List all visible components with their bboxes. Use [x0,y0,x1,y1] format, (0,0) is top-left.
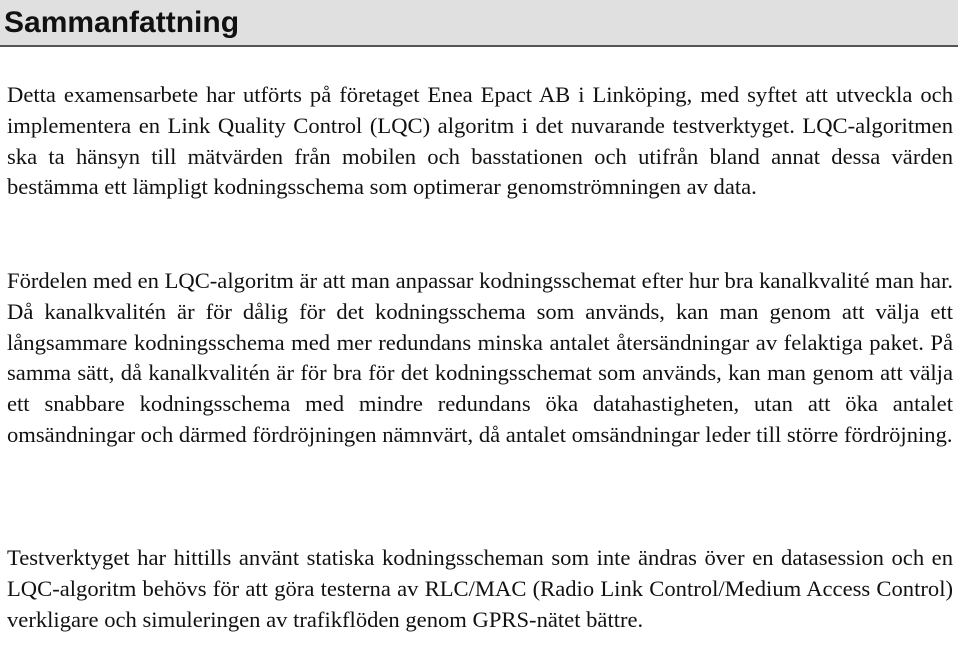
paragraph-advantage: Fördelen med en LQC-algoritm är att man anpassar kodningsschemat efter hur bra kanalkvalité man har. Då kanalkvalitén är för dålig för det kodningsschema som används, kan man genom att välja ett långsammare kodningsschema med mer redundans minska antalet återsändningar av felaktiga paket. På samma sätt, då kanalkvalitén är för bra för det kodningsschemat som används, kan man genom att välja ett snabbare kodningsschema med mindre redundans öka datahastigheten, utan att öka antalet omsändningar och därmed fördröjningen nämnvärt, då antalet omsändningar leder till större fördröjning. [7,268,953,447]
paragraph-purpose: Detta examensarbete har utförts på företaget Enea Epact AB i Linköping, med syftet att utveckla och implementera en Link Quality Control (LQC) algoritm i det nuvarande testverktyget. LQC-algoritmen ska ta hänsyn till mätvärden från mobilen och basstationen och utifrån bland annat dessa värden bestämma ett lämpligt kodningsschema som optimerar genomströmningen av data. [7,82,953,200]
section-heading-bar [0,0,958,47]
paragraph-motivation: Testverktyget har hittills använt statiska kodningsscheman som inte ändras över en datasession och en LQC-algoritm behövs för att göra testerna av RLC/MAC (Radio Link Control/Medium Access Control) verkligare och simuleringen av trafikflöden genom GPRS-nätet bättre. [7,545,953,632]
section-heading: Sammanfattning [4,6,240,39]
